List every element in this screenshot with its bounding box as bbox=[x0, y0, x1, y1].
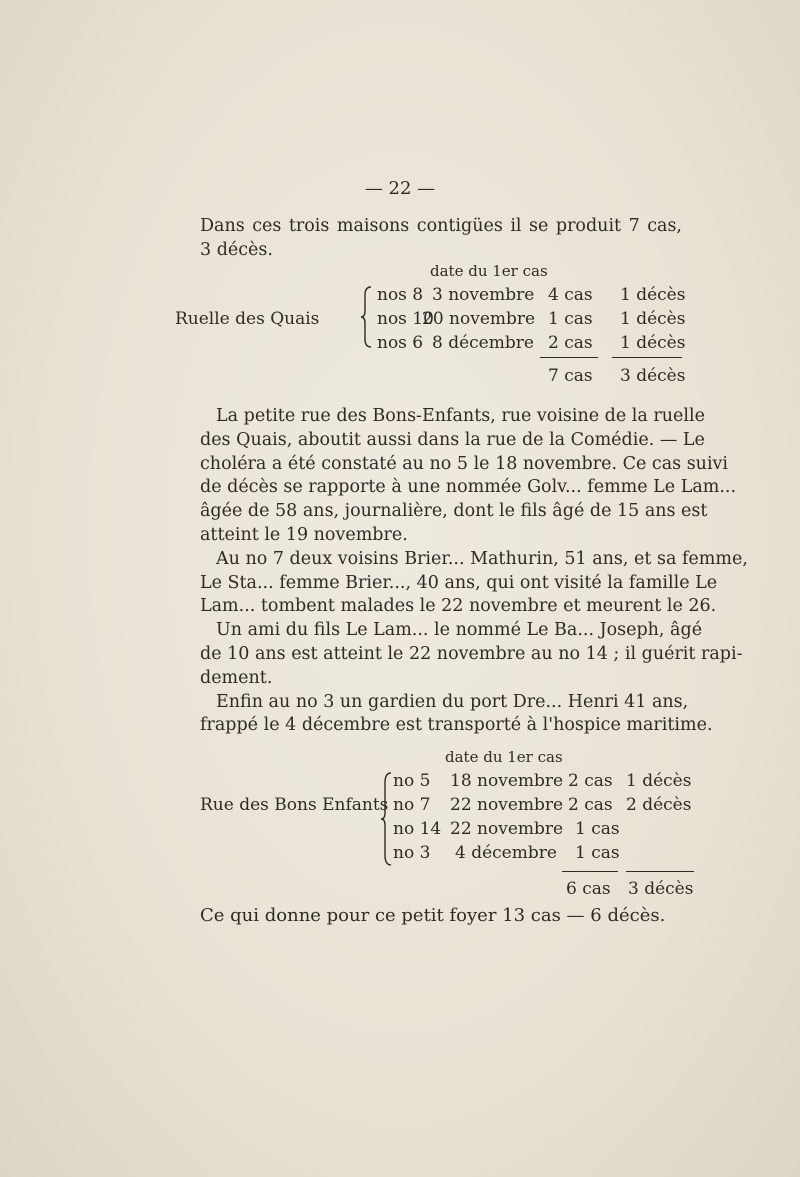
body-line: de décès se rapporte à une nommée Golv... femme Le Lam... bbox=[200, 477, 737, 498]
table1-row-date: 20 novembre bbox=[422, 309, 536, 329]
table1-row-deces: 1 décès bbox=[620, 309, 686, 329]
table2-row-date: 18 novembre bbox=[450, 771, 564, 791]
table2-row-num: no 5 bbox=[393, 771, 431, 791]
table2-row-deces: 1 décès bbox=[626, 771, 692, 791]
table1-row-deces: 1 décès bbox=[620, 285, 686, 305]
body-line: Lam... tombent malades le 22 novembre et meurent le 26. bbox=[200, 596, 717, 617]
table2-row-num: no 7 bbox=[393, 795, 431, 815]
table1-total-cas: 7 cas bbox=[548, 366, 593, 386]
table1-row-num: nos 10 bbox=[377, 309, 434, 329]
table1-row-cas: 2 cas bbox=[548, 333, 593, 353]
body-line: âgée de 58 ans, journalière, dont le fils âgé de 15 ans est bbox=[200, 501, 708, 522]
brace-icon bbox=[360, 285, 374, 349]
conclusion-line: Ce qui donne pour ce petit foyer 13 cas — 6 décès. bbox=[200, 905, 666, 926]
body-line: de 10 ans est atteint le 22 novembre au no 14 ; il guérit rapi- bbox=[200, 643, 743, 664]
table2-row-deces: 2 décès bbox=[626, 795, 692, 815]
table2-street: Rue des Bons Enfants bbox=[200, 795, 389, 815]
table2-total-cas: 6 cas bbox=[566, 879, 611, 899]
intro-line: Dans ces trois maisons contigües il se produit 7 cas, bbox=[200, 216, 682, 236]
table1-total-rule bbox=[540, 357, 598, 358]
body-paragraph bbox=[200, 405, 748, 738]
table2-row-date: 22 novembre bbox=[450, 819, 564, 839]
body-line: Un ami du fils Le Lam... le nommé Le Ba... Joseph, âgé bbox=[216, 620, 703, 641]
body-line: frappé le 4 décembre est transporté à l'hospice maritime. bbox=[200, 715, 713, 736]
body-line: choléra a été constaté au no 5 le 18 novembre. Ce cas suivi bbox=[200, 453, 729, 474]
table1-row-cas: 4 cas bbox=[548, 285, 593, 305]
table2-total-rule bbox=[562, 871, 618, 872]
table1-row-deces: 1 décès bbox=[620, 333, 686, 353]
intro-line: 3 décès. bbox=[200, 239, 273, 260]
body-line: Au no 7 deux voisins Brier... Mathurin, 51 ans, et sa femme, bbox=[216, 548, 748, 569]
table1-header: date du 1er cas bbox=[430, 262, 548, 280]
table1-row-num: nos 8 bbox=[377, 285, 424, 305]
table2-row-date: 22 novembre bbox=[450, 795, 564, 815]
table1-total-deces: 3 décès bbox=[620, 366, 686, 386]
brace-icon bbox=[380, 771, 394, 867]
table1-row-date: 3 novembre bbox=[432, 285, 535, 305]
table1-row-cas: 1 cas bbox=[548, 309, 593, 329]
table2-total-deces: 3 décès bbox=[628, 879, 694, 899]
table2-header: date du 1er cas bbox=[445, 748, 563, 766]
body-line: La petite rue des Bons-Enfants, rue voisine de la ruelle bbox=[216, 406, 705, 426]
body-line: atteint le 19 novembre. bbox=[200, 524, 408, 545]
table2-row-cas: 1 cas bbox=[575, 819, 620, 839]
body-line: Le Sta... femme Brier..., 40 ans, qui ont visité la famille Le bbox=[200, 572, 718, 593]
table2-row-num: no 3 bbox=[393, 843, 431, 863]
table2-row-num: no 14 bbox=[393, 819, 442, 839]
body-line: Enfin au no 3 un gardien du port Dre... Henri 41 ans, bbox=[216, 691, 689, 712]
body-line: des Quais, aboutit aussi dans la rue de la Comédie. — Le bbox=[200, 429, 705, 450]
table2-row-cas: 1 cas bbox=[575, 843, 620, 863]
table2-row-cas: 2 cas bbox=[568, 771, 613, 791]
table2-total-rule bbox=[626, 871, 694, 872]
table1-row-num: nos 6 bbox=[377, 333, 424, 353]
intro-paragraph bbox=[200, 215, 682, 263]
table1-total-rule bbox=[612, 357, 682, 358]
table2-row-cas: 2 cas bbox=[568, 795, 613, 815]
body-line: dement. bbox=[200, 667, 273, 688]
table1-row-date: 8 décembre bbox=[432, 333, 534, 353]
table2-row-date: 4 décembre bbox=[455, 843, 557, 863]
page-number: — 22 — bbox=[364, 178, 436, 199]
table1-street: Ruelle des Quais bbox=[175, 309, 320, 329]
